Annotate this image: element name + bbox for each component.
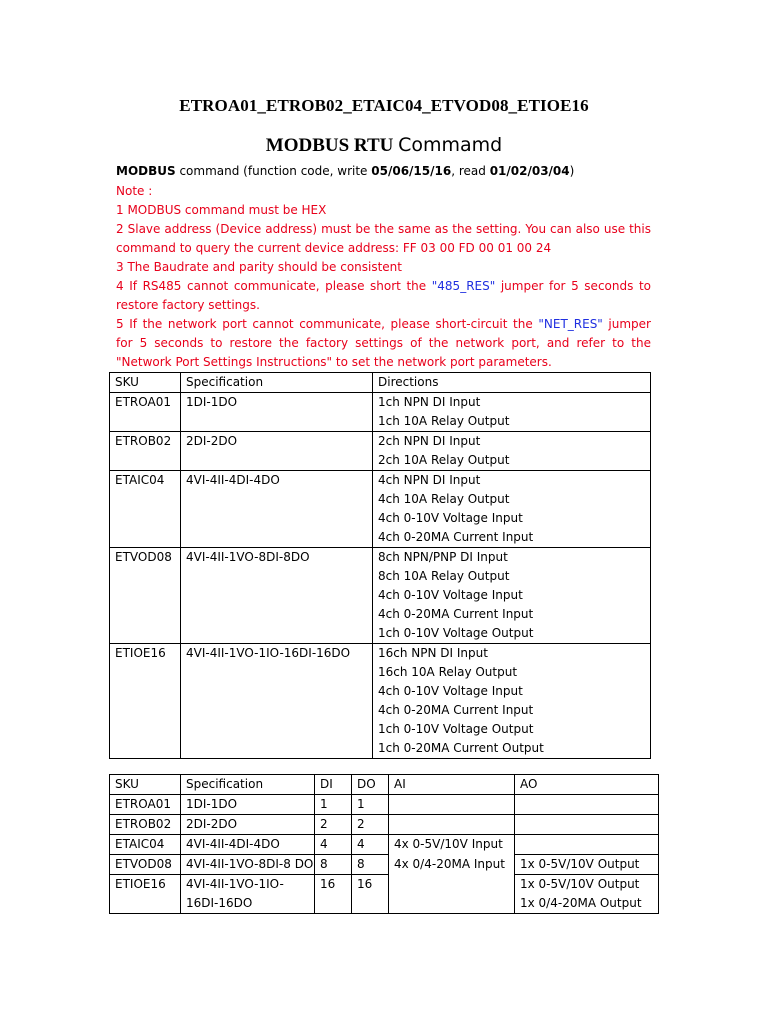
note-1: 1 MODBUS command must be HEX [116,203,327,217]
direction-line: 1ch 10A Relay Output [378,414,510,428]
ao-cell [515,795,659,815]
table-row [110,875,659,914]
table-row [110,815,659,835]
note-label: Note : [116,184,153,198]
directions-cell [373,393,651,432]
direction-line: 4ch 0-10V Voltage Input [378,588,523,602]
ao-line: 1x 0/4-20MA Output [520,896,642,910]
sku-cell: ETAIC04 [110,835,181,855]
direction-line: 16ch NPN DI Input [378,646,488,660]
di-cell: 2 [315,815,352,835]
note-4-text: 4 If RS485 cannot communicate, please short the [116,279,432,293]
di-cell: 16 [315,875,352,914]
intro-modbus: MODBUS [116,164,176,178]
note-4 [116,277,651,315]
sku-io-table [109,774,659,914]
ai-cell [389,815,515,835]
header-cell: DO [352,775,389,795]
header-cell: AO [515,775,659,795]
table-row [110,548,651,644]
direction-line: 4ch 0-10V Voltage Input [378,511,523,525]
direction-line: 1ch 0-10V Voltage Output [378,626,534,640]
direction-line: 4ch NPN DI Input [378,473,481,487]
subtitle-rest: Commamd [398,134,503,156]
intro-read-codes: 01/02/03/04 [489,164,570,178]
note-5 [116,315,651,372]
intro-read: , read [451,164,490,178]
document-title: ETROA01_ETROB02_ETAIC04_ETVOD08_ETIOE16 [179,96,589,115]
table-header-row [110,373,651,393]
spec-cell: 4VI-4II-4DI-4DO [181,835,315,855]
table-row [110,644,651,759]
note-4-jumper: "485_RES" [431,279,496,293]
header-cell: SKU [110,373,181,393]
direction-line: 1ch NPN DI Input [378,395,481,409]
table-row [110,855,659,875]
directions-cell [373,471,651,548]
direction-line: 2ch 10A Relay Output [378,453,510,467]
spec-cell: 1DI-1DO [181,393,373,432]
table-row [110,432,651,471]
direction-line: 8ch 10A Relay Output [378,569,510,583]
di-cell: 1 [315,795,352,815]
do-cell: 1 [352,795,389,815]
note-5-jumper: "NET_RES" [538,317,603,331]
note-3: 3 The Baudrate and parity should be consistent [116,260,402,274]
spec-cell: 4VI-4II-1VO-8DI-8 DO [181,855,315,875]
spec-cell: 2DI-2DO [181,432,373,471]
direction-line: 1ch 0-20MA Current Output [378,741,544,755]
direction-line: 16ch 10A Relay Output [378,665,518,679]
spec-cell: 4VI-4II-1VO-1IO-16DI-16DO [181,644,373,759]
ao-cell: 1x 0-5V/10V Output [515,855,659,875]
document-subtitle [0,134,768,157]
directions-cell [373,644,651,759]
note-4-rest: jumper for 5 seconds to restore factory settings. [116,279,651,312]
ai-cell [389,795,515,815]
header-cell: SKU [110,775,181,795]
sku-cell: ETIOE16 [110,875,181,914]
intro-close: ) [569,164,575,178]
sku-cell: ETVOD08 [110,548,181,644]
ai-cell: 4x 0-5V/10V Input [389,835,515,855]
direction-line: 4ch 0-20MA Current Input [378,607,534,621]
di-cell: 4 [315,835,352,855]
table-row [110,471,651,548]
notes-block [116,182,651,372]
do-cell: 2 [352,815,389,835]
intro-function-code: function code [247,164,330,178]
spec-cell: 2DI-2DO [181,815,315,835]
direction-line: 4ch 0-20MA Current Input [378,530,534,544]
note-5-text: 5 If the network port cannot communicate, please short-circuit the [116,317,539,331]
table-header-row [110,775,659,795]
spec-cell: 4VI-4II-1VO-8DI-8DO [181,548,373,644]
sku-cell: ETROB02 [110,815,181,835]
direction-line: 2ch NPN DI Input [378,434,481,448]
header-cell: Directions [373,373,651,393]
ao-cell [515,835,659,855]
direction-line: 4ch 10A Relay Output [378,492,510,506]
intro-write: , write [329,164,372,178]
ao-cell [515,875,659,914]
header-cell: AI [389,775,515,795]
di-cell: 8 [315,855,352,875]
directions-cell [373,432,651,471]
spec-cell: 4VI-4II-4DI-4DO [181,471,373,548]
do-cell: 8 [352,855,389,875]
header-cell: Specification [181,373,373,393]
spec-cell: 4VI-4II-1VO-1IO-16DI-16DO [181,875,315,914]
note-5-rest: jumper for 5 seconds to restore the factory settings of the network port, and refer to the "Network Port Settings Instructions" to set the network port parameters. [116,317,651,369]
ao-cell [515,815,659,835]
sku-cell: ETROB02 [110,432,181,471]
sku-cell: ETVOD08 [110,855,181,875]
table-row [110,393,651,432]
directions-cell [373,548,651,644]
do-cell: 4 [352,835,389,855]
ao-line: 1x 0-5V/10V Output [520,877,640,891]
direction-line: 8ch NPN/PNP DI Input [378,550,508,564]
subtitle-main: MODBUS RTU [265,135,399,156]
direction-line: 4ch 0-10V Voltage Input [378,684,523,698]
direction-line: 4ch 0-20MA Current Input [378,703,534,717]
table-row [110,835,659,855]
sku-cell: ETROA01 [110,393,181,432]
sku-cell: ETROA01 [110,795,181,815]
table-row [110,795,659,815]
spec-cell: 1DI-1DO [181,795,315,815]
sku-cell: ETAIC04 [110,471,181,548]
intro-line [116,162,651,181]
note-2: 2 Slave address (Device address) must be the same as the setting. You can also use this command to query the current device address: FF 03 00 FD 00 01 00 24 [116,222,651,255]
direction-line: 1ch 0-10V Voltage Output [378,722,534,736]
intro-text: command ( [175,164,248,178]
header-cell: Specification [181,775,315,795]
header-cell: DI [315,775,352,795]
intro-write-codes: 05/06/15/16 [371,164,452,178]
ai-cell: 4x 0/4-20MA Input [389,855,515,914]
sku-directions-table [109,372,651,759]
sku-cell: ETIOE16 [110,644,181,759]
do-cell: 16 [352,875,389,914]
